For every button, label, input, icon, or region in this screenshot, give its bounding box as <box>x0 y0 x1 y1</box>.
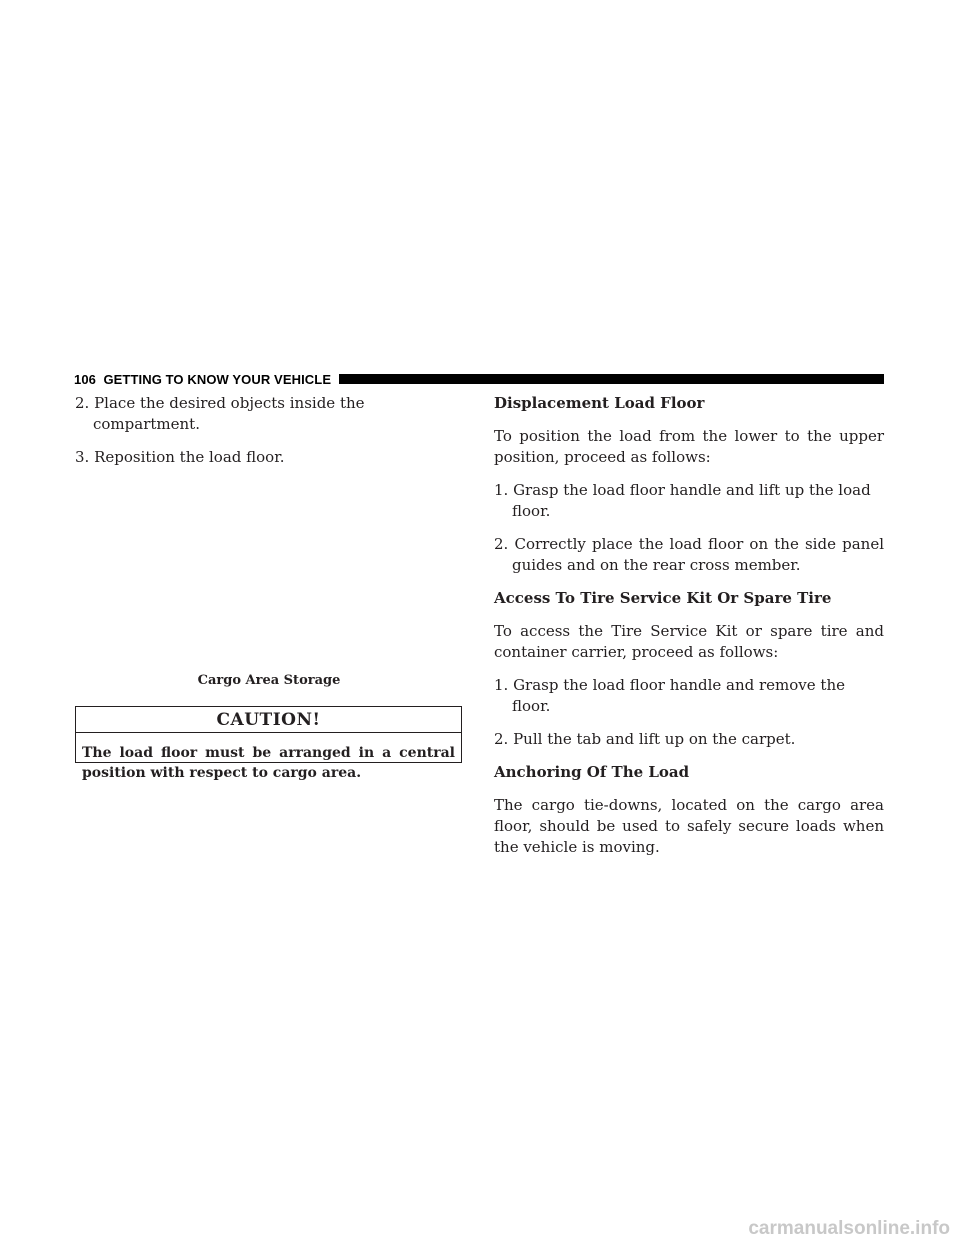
step-pull-tab: 2. Pull the tab and lift up on the carpet. <box>494 730 796 748</box>
page-header <box>74 369 884 389</box>
page-number: 106 <box>74 371 96 387</box>
caution-box <box>75 706 462 781</box>
watermark: carmanualsonline.info <box>748 1218 950 1239</box>
figure-caption: Cargo Area Storage <box>197 673 341 688</box>
step-place-floor: 2. Correctly place the load floor on the side panel guides and on the rear cross member. <box>494 535 884 574</box>
caution-title: CAUTION! <box>76 707 461 733</box>
header-label <box>74 372 331 387</box>
caution-text: The load floor must be arranged in a central position with respect to cargo area. <box>82 745 455 781</box>
header-rule <box>339 374 884 384</box>
step-lift-floor: 1. Grasp the load floor handle and lift up the load floor. <box>494 481 871 520</box>
left-column <box>75 393 463 480</box>
step-place-objects: 2. Place the desired objects inside the compartment. <box>75 394 365 433</box>
intro-tire-service: To access the Tire Service Kit or spare tire and container carrier, proceed as follows: <box>494 622 884 661</box>
step-reposition-floor: 3. Reposition the load floor. <box>75 448 285 466</box>
heading-anchoring-load: Anchoring Of The Load <box>494 763 690 781</box>
heading-displacement-load-floor: Displacement Load Floor <box>494 394 705 412</box>
right-column <box>494 393 884 870</box>
intro-anchoring: The cargo tie-downs, located on the cargo area floor, should be used to safely secure loads when the vehicle is moving. <box>494 796 884 856</box>
heading-tire-service-kit: Access To Tire Service Kit Or Spare Tire <box>494 589 832 607</box>
section-title: GETTING TO KNOW YOUR VEHICLE <box>103 371 332 387</box>
intro-displacement: To position the load from the lower to the upper position, proceed as follows: <box>494 427 884 466</box>
step-remove-floor: 1. Grasp the load floor handle and remove the floor. <box>494 676 845 715</box>
